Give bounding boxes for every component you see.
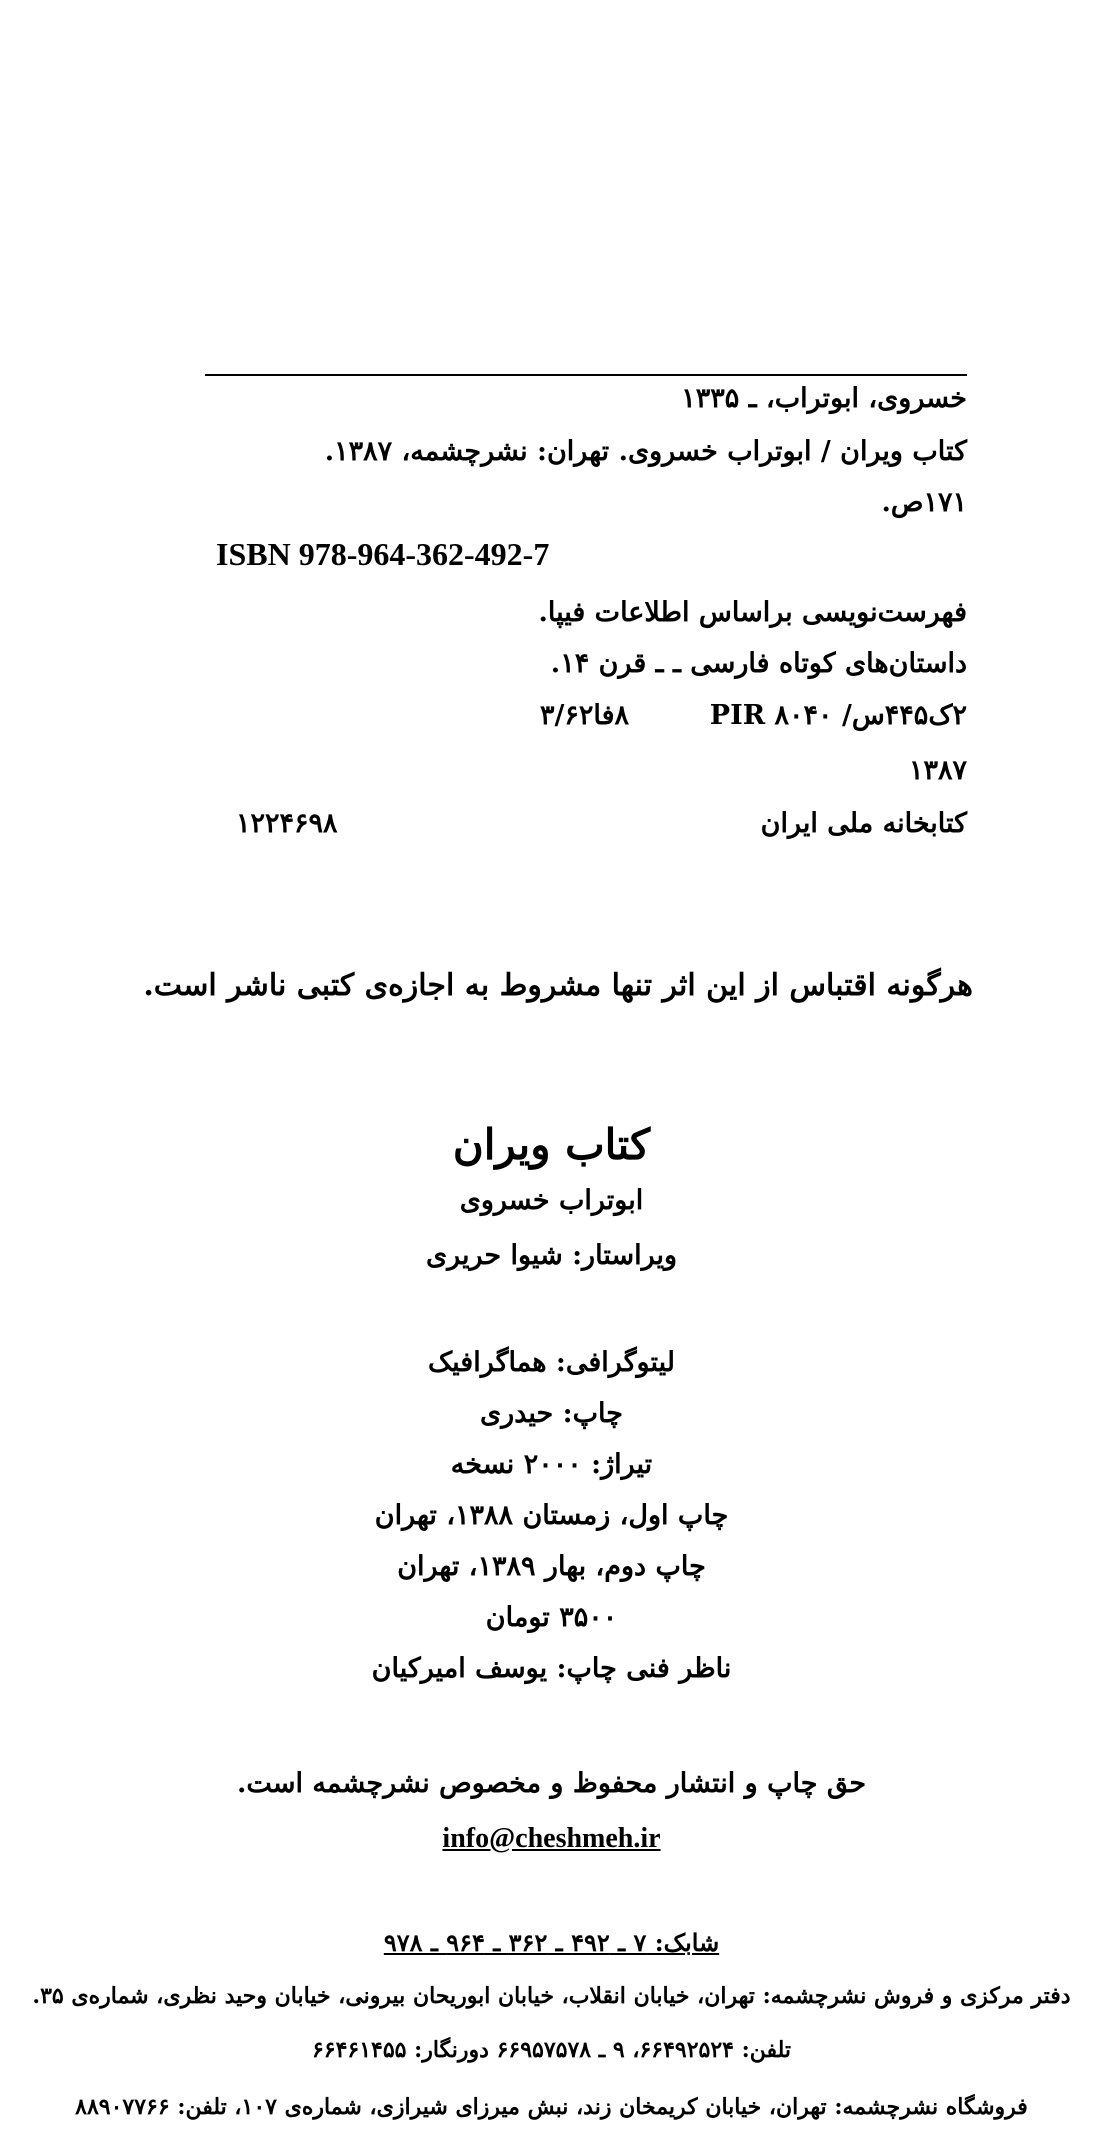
credit-lithography: لیتوگرافی: هماگرافیک	[427, 1347, 676, 1378]
footer-store-address: فروشگاه نشرچشمه: تهران، خیابان کریمخان زند، نبش میرزای شیرازی، شماره‌ی ۱۰۷، تلفن: ۸۸۹۰۷۷۶۶	[75, 2094, 1028, 2120]
book-author: ابوتراب خسروی	[459, 1185, 644, 1216]
catalog-top-rule	[205, 374, 967, 376]
catalog-library: کتابخانه ملی ایران	[760, 808, 967, 839]
catalog-title-line: کتاب ویران / ابوتراب خسروی. تهران: نشرچشمه، ۱۳۸۷.	[324, 436, 967, 467]
rights-statement: حق چاپ و انتشار محفوظ و مخصوص نشرچشمه است.	[236, 1768, 867, 1799]
catalog-classification: ۲ک۴۴۵س/ ۸۰۴۰ PIR	[709, 700, 967, 731]
book-title: کتاب ویران	[452, 1120, 651, 1169]
shabak-line	[0, 1928, 1103, 1957]
credit-first-edition: چاپ اول، زمستان ۱۳۸۸، تهران	[374, 1500, 729, 1531]
catalog-fipa: فهرست‌نویسی براساس اطلاعات فیپا.	[538, 597, 967, 628]
catalog-pages: ۱۷۱ص.	[881, 487, 967, 518]
footer-office-address: دفتر مرکزی و فروش نشرچشمه: تهران، خیابان انقلاب، خیابان ابوریحان بیرونی، خیابان وحید نظری، شماره‌ی ۳۵.	[32, 1983, 1071, 2009]
catalog-author: خسروی، ابوتراب، ـ ۱۳۳۵	[681, 383, 967, 414]
catalog-year: ۱۳۸۷	[908, 755, 967, 786]
book-editor: ویراستار: شیوا حریری	[425, 1240, 678, 1271]
publisher-email[interactable]: info@cheshmeh.ir	[442, 1823, 661, 1854]
shabak-text: شابک: ۷ ـ ۴۹۲ ـ ۳۶۲ ـ ۹۶۴ ـ ۹۷۸	[383, 1928, 720, 1957]
catalog-library-number: ۱۲۲۴۶۹۸	[236, 808, 338, 839]
credit-price: ۳۵۰۰ تومان	[485, 1602, 618, 1633]
credit-second-edition: چاپ دوم، بهار ۱۳۸۹، تهران	[397, 1551, 706, 1582]
credit-technical-supervisor: ناظر فنی چاپ: یوسف امیرکیان	[371, 1653, 732, 1684]
copyright-notice: هرگونه اقتباس از این اثر تنها مشروط به اجازه‌ی کتبی ناشر است.	[143, 968, 973, 1003]
catalog-isbn: ISBN 978-964-362-492-7	[216, 536, 550, 572]
catalog-dewey: ۸فا۳/۶۲	[540, 700, 630, 731]
footer-phone: تلفن: ۶۶۴۹۲۵۲۴، ۹ ـ ۶۶۹۵۷۵۷۸ دورنگار: ۶۶۴۶۱۴۵۵	[311, 2037, 792, 2063]
credit-circulation: تیراژ: ۲۰۰۰ نسخه	[450, 1449, 653, 1480]
catalog-subject: داستان‌های کوتاه فارسی ـ ـ قرن ۱۴.	[550, 648, 967, 679]
credit-print: چاپ: حیدری	[480, 1398, 623, 1429]
